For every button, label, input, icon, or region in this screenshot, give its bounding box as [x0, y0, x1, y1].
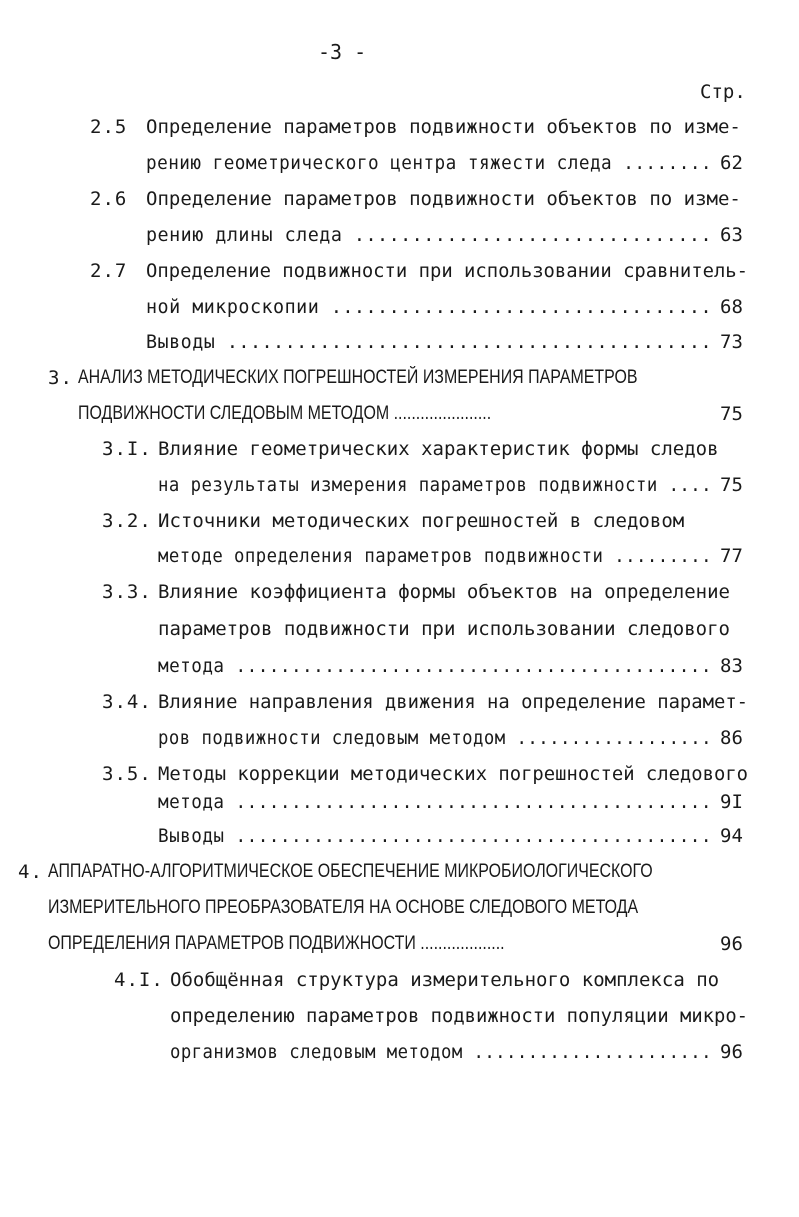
toc-page-number: 68 — [720, 296, 743, 318]
toc-page-number: 73 — [720, 331, 743, 353]
toc-entry-text: Влияние геометрических характеристик формы следов — [158, 438, 719, 460]
chapter-title: АППАРАТНО-АЛГОРИТМИЧЕСКОЕ ОБЕСПЕЧЕНИЕ МИКРОБИОЛОГИЧЕСКОГО — [48, 861, 653, 882]
toc-page-number: 86 — [720, 727, 743, 749]
section-number: 2.7 — [90, 260, 128, 282]
page-number: -3 - — [318, 40, 367, 64]
chapter-title: ИЗМЕРИТЕЛЬНОГО ПРЕОБРАЗОВАТЕЛЯ НА ОСНОВЕ СЛЕДОВОГО МЕТОДА — [48, 897, 639, 918]
toc-page-number: 83 — [720, 655, 743, 677]
toc-entry-text: Источники методических погрешностей в следовом — [158, 510, 685, 532]
toc-page-number: 96 — [720, 933, 743, 955]
toc-page-number: 63 — [720, 224, 743, 246]
section-number: 3.I. — [102, 438, 152, 460]
chapter-title: АНАЛИЗ МЕТОДИЧЕСКИХ ПОГРЕШНОСТЕЙ ИЗМЕРЕНИЯ ПАРАМЕТРОВ — [78, 367, 638, 388]
toc-page-number: 62 — [720, 152, 743, 174]
toc-entry-text: параметров подвижности при использовании следового — [158, 618, 730, 640]
toc-entry-text: на результаты измерения параметров подвижности .... — [158, 474, 713, 496]
toc-entry-text: ной микроскопии ................................. — [146, 296, 713, 318]
toc-page-number: 94 — [720, 825, 743, 847]
section-number: 2.6 — [90, 188, 128, 210]
toc-entry-text: Выводы ........................................... — [158, 825, 712, 847]
toc-entry-text: Методы коррекции методических погрешностей следового — [158, 763, 749, 785]
toc-page-number: 77 — [720, 545, 743, 567]
toc-entry-text: Обобщённая структура измерительного комплекса по — [170, 969, 720, 991]
toc-page-number: 75 — [720, 474, 743, 496]
section-number: 3.5. — [102, 763, 152, 785]
toc-entry-text: определению параметров подвижности популяции микро- — [170, 1005, 749, 1027]
toc-page-number: 75 — [720, 403, 743, 425]
section-number: 4.I. — [114, 969, 164, 991]
section-number: 3.3. — [102, 581, 152, 603]
section-number: 3.2. — [102, 510, 152, 532]
toc-entry-text: рению длины следа ............................... — [146, 224, 713, 246]
chapter-title: ПОДВИЖНОСТИ СЛЕДОВЫМ МЕТОДОМ ...................... — [78, 403, 492, 424]
toc-page-number: 9I — [720, 791, 743, 813]
toc-entry-text: Выводы .......................................... — [146, 331, 713, 353]
chapter-number: 3. — [48, 367, 73, 389]
toc-entry-text: метода ........................................... — [158, 791, 712, 813]
section-number: 2.5 — [90, 116, 128, 138]
toc-entry-text: рению геометрического центра тяжести следа ........ — [146, 152, 713, 174]
toc-entry-text: организмов следовым методом ...................... — [170, 1041, 712, 1063]
toc-entry-text: Влияние коэффициента формы объектов на определение — [158, 581, 730, 603]
toc-entry-text: методе определения параметров подвижности ......... — [158, 545, 713, 567]
toc-entry-text: метода ........................................... — [158, 655, 712, 677]
toc-entry-text: ров подвижности следовым методом .................. — [158, 727, 713, 749]
toc-entry-text: Определение параметров подвижности объектов по изме- — [146, 188, 741, 210]
page-column-header: Стр. — [700, 81, 746, 103]
chapter-number: 4. — [18, 861, 43, 883]
toc-page-number: 96 — [720, 1041, 743, 1063]
toc-entry-text: Определение подвижности при использовании сравнитель- — [146, 260, 749, 282]
chapter-title: ОПРЕДЕЛЕНИЯ ПАРАМЕТРОВ ПОДВИЖНОСТИ ................... — [48, 933, 505, 954]
toc-entry-text: Определение параметров подвижности объектов по изме- — [146, 116, 741, 138]
section-number: 3.4. — [102, 691, 152, 713]
toc-entry-text: Влияние направления движения на определение парамет- — [158, 691, 749, 713]
